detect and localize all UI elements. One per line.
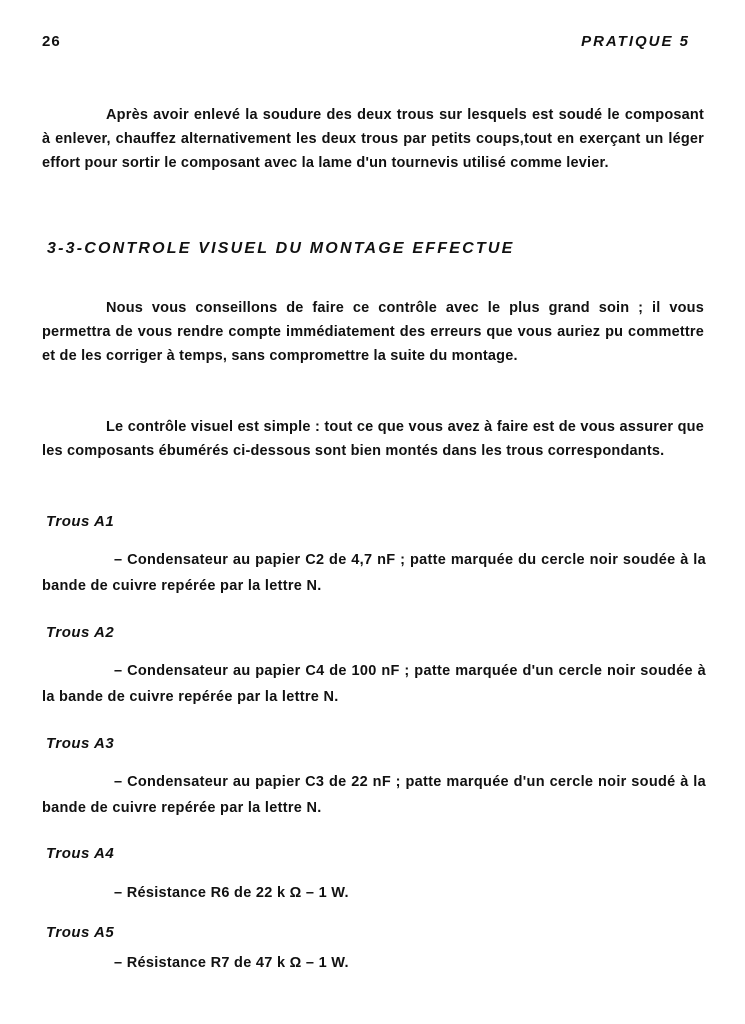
page-header [42,33,690,55]
section-paragraph-1: Nous vous conseillons de faire ce contrôle avec le plus grand soin ; il vous permettra de vous rendre compte immédiatement des erreurs que vous auriez pu commettre et de les corriger à temps, sans compromettre la suite du montage. [42,300,704,364]
section-paragraph-2: Le contrôle visuel est simple : tout ce que vous avez à faire est de vous assurer que les composants ébumérés ci-dessous sont bien montés dans les trous correspondants. [42,419,704,459]
hole-text-a1: – Condensateur au papier C2 de 4,7 nF ; patte marquée du cercle noir soudée à la bande de cuivre repérée par la lettre N. [42,552,706,594]
hole-text-a3: – Condensateur au papier C3 de 22 nF ; patte marquée d'un cercle noir soudé à la bande de cuivre repérée par la lettre N. [42,774,706,816]
hole-text-a2: – Condensateur au papier C4 de 100 nF ; patte marquée d'un cercle noir soudée à la bande de cuivre repérée par la lettre N. [42,663,706,705]
intro-paragraph: Après avoir enlevé la soudure des deux trous sur lesquels est soudé le composant à enlever, chauffez alternativement les deux trous par petits coups,tout en exerçant un léger effort pour sortir le composant avec la lame d'un tournevis utilisé comme levier. [42,107,704,171]
running-title: PRATIQUE 5 [581,33,690,50]
hole-label-a3: Trous A3 [46,735,115,752]
hole-text-a5: – Résistance R7 de 47 k Ω – 1 W. [114,955,349,971]
hole-label-a5: Trous A5 [46,924,115,941]
hole-text-a4: – Résistance R6 de 22 k Ω – 1 W. [114,885,349,901]
hole-label-a2: Trous A2 [46,624,115,641]
hole-label-a4: Trous A4 [46,845,115,862]
page-number: 26 [42,33,61,50]
section-title: 3-3-CONTROLE VISUEL DU MONTAGE EFFECTUE [47,240,515,257]
hole-label-a1: Trous A1 [46,513,115,530]
